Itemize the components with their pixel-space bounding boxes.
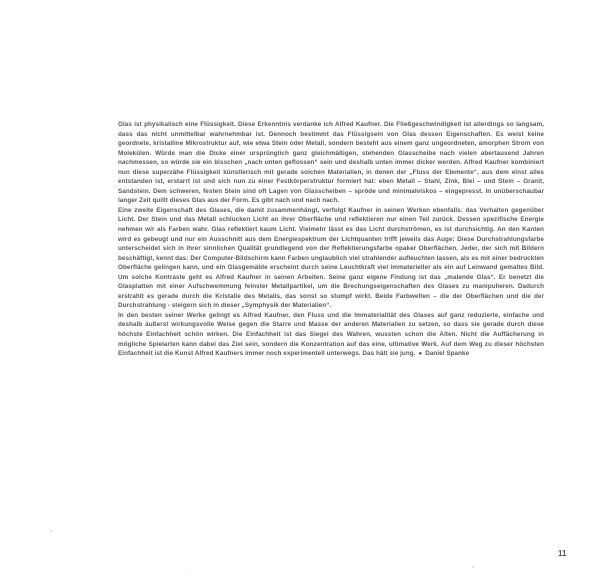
author-name: Daniel Spanke: [425, 350, 470, 358]
paragraph-3: [118, 311, 544, 360]
page-number: 11: [558, 549, 567, 558]
paragraph-3-text: In den besten seiner Werke gelingt es Alfred Kaufner, den Fluss und die Immaterialität des Glases auf ganz reduzierte, einfache und deshalb äußerst wirkungsvolle Weise gegen die Starre und Masse der anderen Materialien zu setzen, so dass sie gerade durch diese höchste Einfachheit schön wirken. Die Einfachheit ist das Siegel des Wahren, wussten schon die Alten. Nicht die Auffächerung in mögliche Spielarten kann dabei das Ziel sein, sondern die Konzentration auf das eine, ultimative Werk. Auf dem Weg zu dieser höchsten Einfachheit ist die Kunst Alfred Kaufners immer noch experimentell unterwegs. Das hält sie jung.: [118, 311, 544, 358]
separator-dot-icon: ●: [418, 351, 423, 358]
paragraph-2: Eine zweite Eigenschaft des Glases, die damit zusammenhängt, verfolgt Kaufner in seinen Werken ebenfalls: das Verhalten gegenüber Licht. Der Stein und das Metall schlucken Licht an ihrer Oberfläche und reflektieren nur einen Teil zurück. Dessen spezifische Energie nehmen wir als Farben wahr. Glas reflektiert kaum Licht. Vielmehr lässt es das Licht durchströmen, es ist durchsichtig. An den Kanten wird es gebeugt und nur ein Ausschnitt aus dem Energiespektrum der Lichtquanten trifft jeweils das Auge: Diese Durchstrahlungsfarbe unterscheidet sich in ihrer sinnlichen Qualität grundlegend von der Reflektierungsfarbe opaker Oberflächen. Jeder, der sich mit Bildern beschäftigt, kennt das: Der Computer-Bildschirm kann Farben unglaublich viel strahlender aufleuchten lassen, als es mit einer bedruckten Oberfläche gelingen kann, und ein Glasgemälde erscheint durch seine Leuchtkraft viel immaterieller als ein auf Leinwand gemaltes Bild. Um solche Kontraste geht es Alfred Kaufner in seinen Arbeiten. Seine ganz eigene Findung ist das „malende Glas“. Er benetzt die Glasplatten mit einer Aufschwemmung feinster Metallpartikel, um die Brechungseigenschaften des Glases zu manipulieren. Dadurch erstrahlt es gerade durch die Kristalle des Metalls, das sonst so stumpf wirkt. Beide Farbwelten – die der Oberflächen und die der Durchstrahlung - steigern sich in dieser „Symphysik der Materialien“.: [118, 206, 544, 310]
essay-text: [118, 120, 544, 360]
paper-speck-icon: [186, 574, 187, 575]
paragraph-1: Glas ist physikalisch eine Flüssigkeit. Diese Erkenntnis verdanke ich Alfred Kaufner. Die Fließgeschwindigkeit ist allerdings so langsam, dass das nicht unmittelbar wahrnehmbar ist. Dennoch bestimmt das Flüssigsein von Glas dessen Eigenschaften. Es weist keine geordnete, kristalline Mikrostruktur auf, wie etwa Stein oder Metall, sondern besteht aus einem ganz ungeordneten, amorphen Strom von Molekülen. Würde man die Dicke einer ursprünglich ganz gleichmäßigen, stehenden Glasscheibe nach vielen abertausend Jahren nachmessen, so würde sie ein bisschen „nach unten geflossen“ sein und deshalb unten immer dicker werden. Alfred Kaufner kombiniert nun diese superzähe Flüssigkeit künstlerisch mit gerade solchen Materialien, in denen der „Fluss der Elemente“, aus dem einst alles entstanden ist, erstarrt ist und sich nun zu einer Festkörperstruktur formiert hat: eben Metall – Stahl, Zink, Blei – und Stein – Granit, Sandstein. Dem schweren, festen Stein sind oft Lagen von Glasscheiben – spröde und minimalviskos – eingepresst. In unüberschaubar langer Zeit quillt dieses Glas aus der Form. Es gibt nach und nach nach.: [118, 121, 544, 205]
paper-speck-icon: [472, 566, 474, 568]
paper-speck-icon: [50, 530, 52, 532]
